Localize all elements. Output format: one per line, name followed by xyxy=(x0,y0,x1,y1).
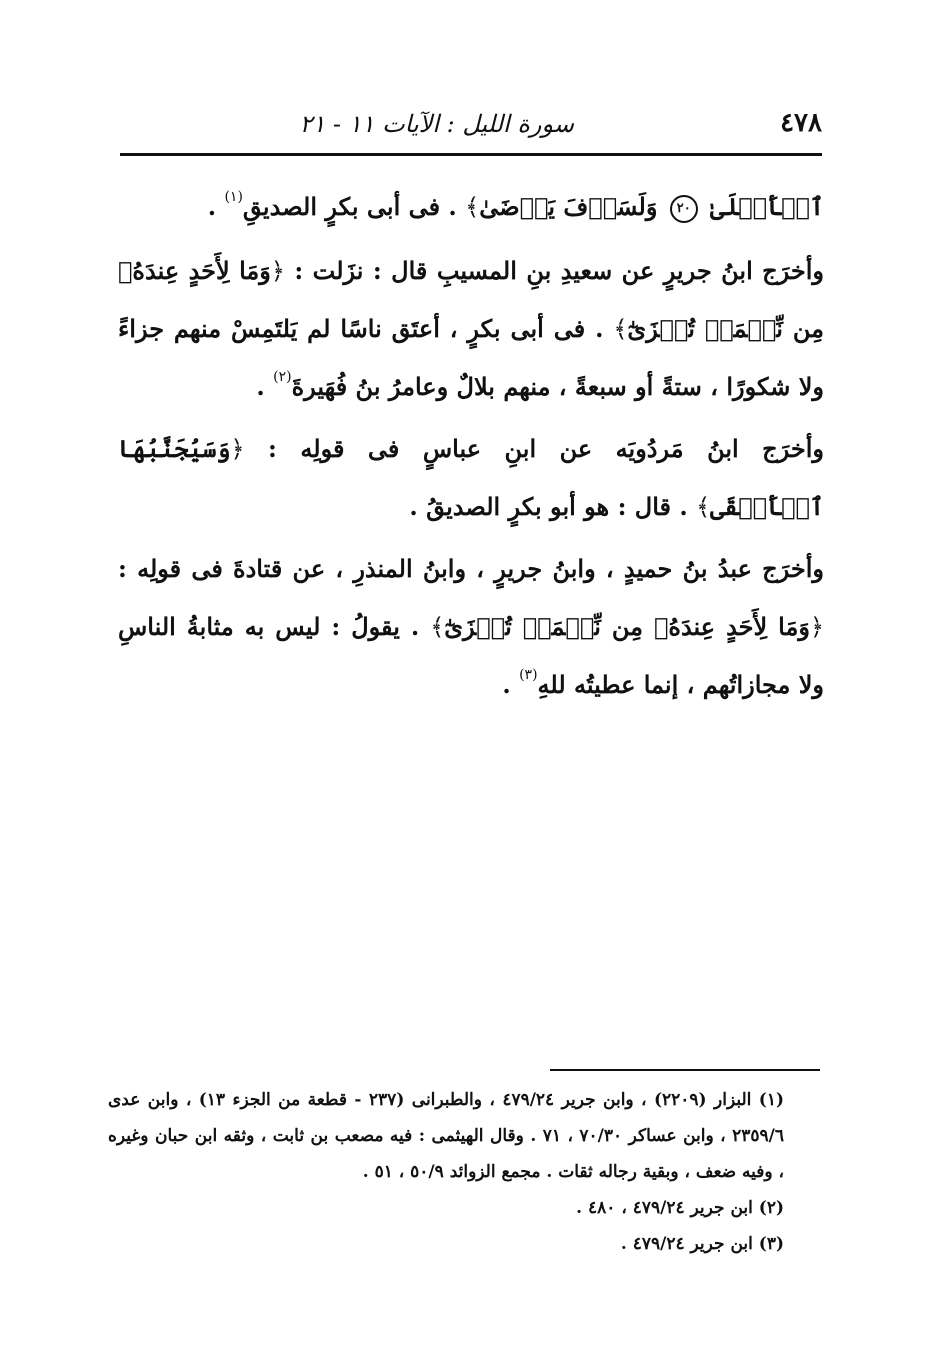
footnote-separator xyxy=(550,1069,820,1071)
paragraph-text: . قال : هو أبو بكرٍ الصديقُ . xyxy=(409,492,688,521)
quran-verse: وَلَسَوۡفَ يَرۡضَىٰ xyxy=(479,192,658,221)
running-title: سورة الليل : الآيات ١١ - ٢١ xyxy=(299,110,574,138)
paragraph-1 xyxy=(118,178,824,236)
ayah-number-marker: ٢٠ xyxy=(670,195,698,223)
footnote-ref: (٣) xyxy=(519,667,538,683)
sentence-end: . xyxy=(502,670,511,699)
footnote-ref: (٢) xyxy=(273,369,292,385)
paragraph-text: . فى أبى بكرٍ ، أعتَق ناسًا لم يَلتَمِسْ منهم جزاءً ولا شكورًا ، ستةً أو سبعةً ، منهم بلالٌ وعامرُ بنُ فُهَيرةَ xyxy=(118,314,824,401)
quran-ornament-open: ﴿ xyxy=(809,613,824,641)
quran-ornament-close: ﴾ xyxy=(465,193,480,221)
quran-ornament-open: ﴿ xyxy=(230,435,245,463)
quran-ornament-close: ﴾ xyxy=(430,613,445,641)
quran-verse-end: ٱلۡأَعۡلَىٰ xyxy=(710,192,824,221)
footnotes xyxy=(108,1082,784,1262)
paragraph-text: . يقولُ : ليس به مثابةُ الناسِ ولا مجازاتُهم ، إنما عطيتُه للهِ xyxy=(118,612,824,699)
paragraph-4 xyxy=(118,540,824,714)
paragraph-intro: وأخرَج ابنُ جريرٍ عن سعيدِ بنِ المسيبِ قال : نزَلت : xyxy=(294,256,824,285)
quran-verse: وَمَا لِأَحَدٍ عِندَهُۥ مِن نِّعۡمَةٖ تُجۡزَىٰٓ xyxy=(444,612,810,641)
quran-ornament-open: ﴿ xyxy=(270,257,285,285)
paragraph-intro: وأخرَج عبدُ بنُ حميدٍ ، وابنُ جريرٍ ، وابنُ المنذرِ ، عن قتادةَ فى قولِه : xyxy=(118,554,824,583)
sentence-end: . xyxy=(256,372,265,401)
paragraph-intro: وأخرَج ابنُ مَردُويَه عن ابنِ عباسٍ فى قولِه : xyxy=(268,434,824,463)
footnote-2: (٢) ابن جرير ٤٧٩/٢٤ ، ٤٨٠ . xyxy=(576,1198,784,1218)
paragraph-text: . فى أبى بكرٍ الصديقِ xyxy=(242,192,457,221)
quran-ornament-close: ﴾ xyxy=(613,315,628,343)
quran-verse: وَمَا لِأَحَدٍ عِندَهُۥ مِن نِّعۡمَةٖ تُجۡزَىٰٓ xyxy=(118,256,825,343)
footnote-1: (١) البزار (٢٢٠٩) ، وابن جرير ٤٧٩/٢٤ ، والطبرانى (٢٣٧ - قطعة من الجزء ١٣) ، وابن عدى ٢٣٥٩/٦ ، وابن عساكر ٧٠/٣٠ ، ٧١ . وقال الهيثمى : فيه مصعب بن ثابت ، وثقه ابن حبان وغيره ، وفيه ضعف ، وبقية رجاله ثقات . مجمع الزوائد ٥٠/٩ ، ٥١ . xyxy=(108,1090,785,1182)
sentence-end: . xyxy=(207,192,217,221)
footnote-ref: (١) xyxy=(224,189,243,205)
paragraph-2 xyxy=(118,242,824,416)
header-rule xyxy=(120,153,822,156)
footnote-3: (٣) ابن جرير ٤٧٩/٢٤ . xyxy=(620,1234,784,1254)
page-header xyxy=(120,108,822,148)
page-number: ٤٧٨ xyxy=(780,108,822,138)
main-text xyxy=(118,178,824,718)
paragraph-3 xyxy=(118,420,824,536)
quran-verse: وَسَيُجَنَّبُهَا ٱلۡأَتۡقَى xyxy=(118,434,824,521)
quran-ornament-close: ﴾ xyxy=(696,493,711,521)
